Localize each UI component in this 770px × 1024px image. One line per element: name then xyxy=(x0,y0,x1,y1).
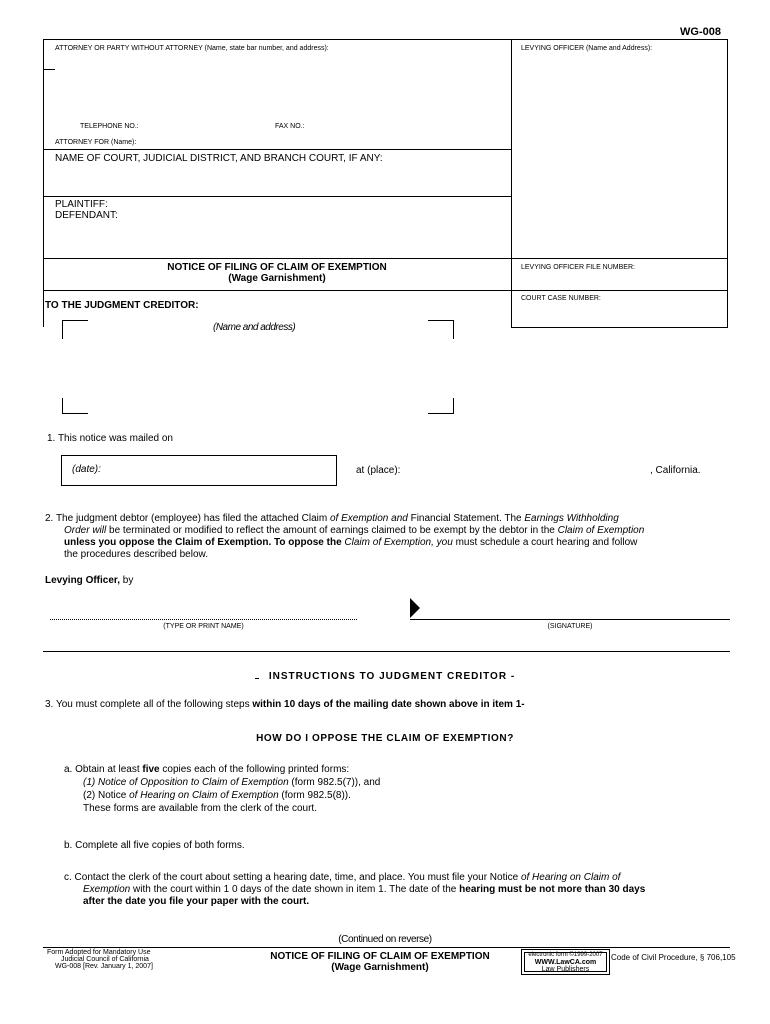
section-divider xyxy=(43,651,730,652)
signature-arrow-icon xyxy=(410,598,420,618)
to-creditor-label: TO THE JUDGMENT CREDITOR: xyxy=(45,300,199,311)
address-bracket-tl xyxy=(62,320,88,339)
item3-text: 3. You must complete all of the following steps within 10 days of the mailing date shown above in item 1- xyxy=(45,699,525,710)
form-title: NOTICE OF FILING OF CLAIM OF EXEMPTION xyxy=(167,262,387,273)
plaintiff-label: PLAINTIFF: xyxy=(55,199,108,210)
date-field[interactable] xyxy=(61,455,337,486)
form-subtitle: (Wage Garnishment) xyxy=(228,273,326,284)
levying-officer-label: LEVYING OFFICER (Name and Address): xyxy=(521,45,653,52)
date-label: (date): xyxy=(72,464,101,475)
signature-line[interactable] xyxy=(410,619,730,620)
court-name-label: NAME OF COURT, JUDICIAL DISTRICT, AND BRANCH COURT, IF ANY: xyxy=(55,153,383,164)
form-id: WG-008 xyxy=(680,26,721,38)
place-label: at (place): xyxy=(356,465,401,476)
levying-officer-by: Levying Officer, by xyxy=(45,575,134,586)
how-heading: HOW DO I OPPOSE THE CLAIM OF EXEMPTION? xyxy=(256,733,514,744)
header-divider xyxy=(511,39,512,327)
address-bracket-tr xyxy=(428,320,454,339)
print-name-label: (TYPE OR PRINT NAME) xyxy=(163,623,244,630)
step-a: a. Obtain at least five copies each of the following printed forms: (1) Notice of Opposition to Claim of Exemption (form 982.5(7)), and (2) Notice of Hearing on Claim of Exemption (form 982.5(8)). These forms are available from the clerk of the court. xyxy=(64,764,381,814)
item2-paragraph: 2. The judgment debtor (employee) has filed the attached Claim of Exemption and Financial Statement. The Earnings Withholding Order will be terminated or modified to reflect the amount of earnings claimed to be exempt by the debtor in the Claim of Exemption unless you oppose the Claim of Exemption. To oppose the Claim of Exemption, you must schedule a court hearing and follow the procedures described below. xyxy=(45,513,645,560)
address-bracket-bl xyxy=(62,398,88,414)
telephone-label: TELEPHONE NO.: xyxy=(80,123,139,130)
item1-text: 1. This notice was mailed on xyxy=(47,433,173,444)
footer-adoption: Form Adopted for Mandatory Use Judicial Council of California WG-008 [Rev. January 1, 2007] xyxy=(47,949,153,970)
california-label: , California. xyxy=(650,465,701,476)
step-c: c. Contact the clerk of the court about setting a hearing date, time, and place. You must file your Notice of Hearing on Claim of Exemption with the court within 1 0 days of the date shown in item 1. The date of the hearing must be not more than 30 days after the date you file your paper with the court. xyxy=(64,872,646,907)
defendant-label: DEFENDANT: xyxy=(55,210,118,221)
court-case-number-label: COURT CASE NUMBER: xyxy=(521,295,601,302)
continued-note: (Continued on reverse) xyxy=(338,934,432,945)
footer-subtitle: (Wage Garnishment) xyxy=(331,962,429,973)
address-bracket-br xyxy=(428,398,454,414)
publisher-stamp: electronic form ©1999-2007 WWW.LawCA.com Law Publishers xyxy=(521,949,610,975)
fax-label: FAX NO.: xyxy=(275,123,305,130)
attorney-for-label: ATTORNEY FOR (Name): xyxy=(55,139,137,146)
step-b: b. Complete all five copies of both forms. xyxy=(64,840,245,851)
file-number-label: LEVYING OFFICER FILE NUMBER: xyxy=(521,264,635,271)
print-name-line[interactable] xyxy=(50,619,357,620)
footer-title: NOTICE OF FILING OF CLAIM OF EXEMPTION xyxy=(270,951,490,962)
instructions-heading: INSTRUCTIONS TO JUDGMENT CREDITOR - xyxy=(0,671,770,682)
name-address-hint: (Name and address) xyxy=(213,322,296,333)
signature-label: (SIGNATURE) xyxy=(547,623,593,630)
code-citation: Code of Civil Procedure, § 706,105 xyxy=(611,953,736,962)
footer-rule xyxy=(43,947,730,948)
attorney-label: ATTORNEY OR PARTY WITHOUT ATTORNEY (Name, state bar number, and address): xyxy=(55,45,329,52)
